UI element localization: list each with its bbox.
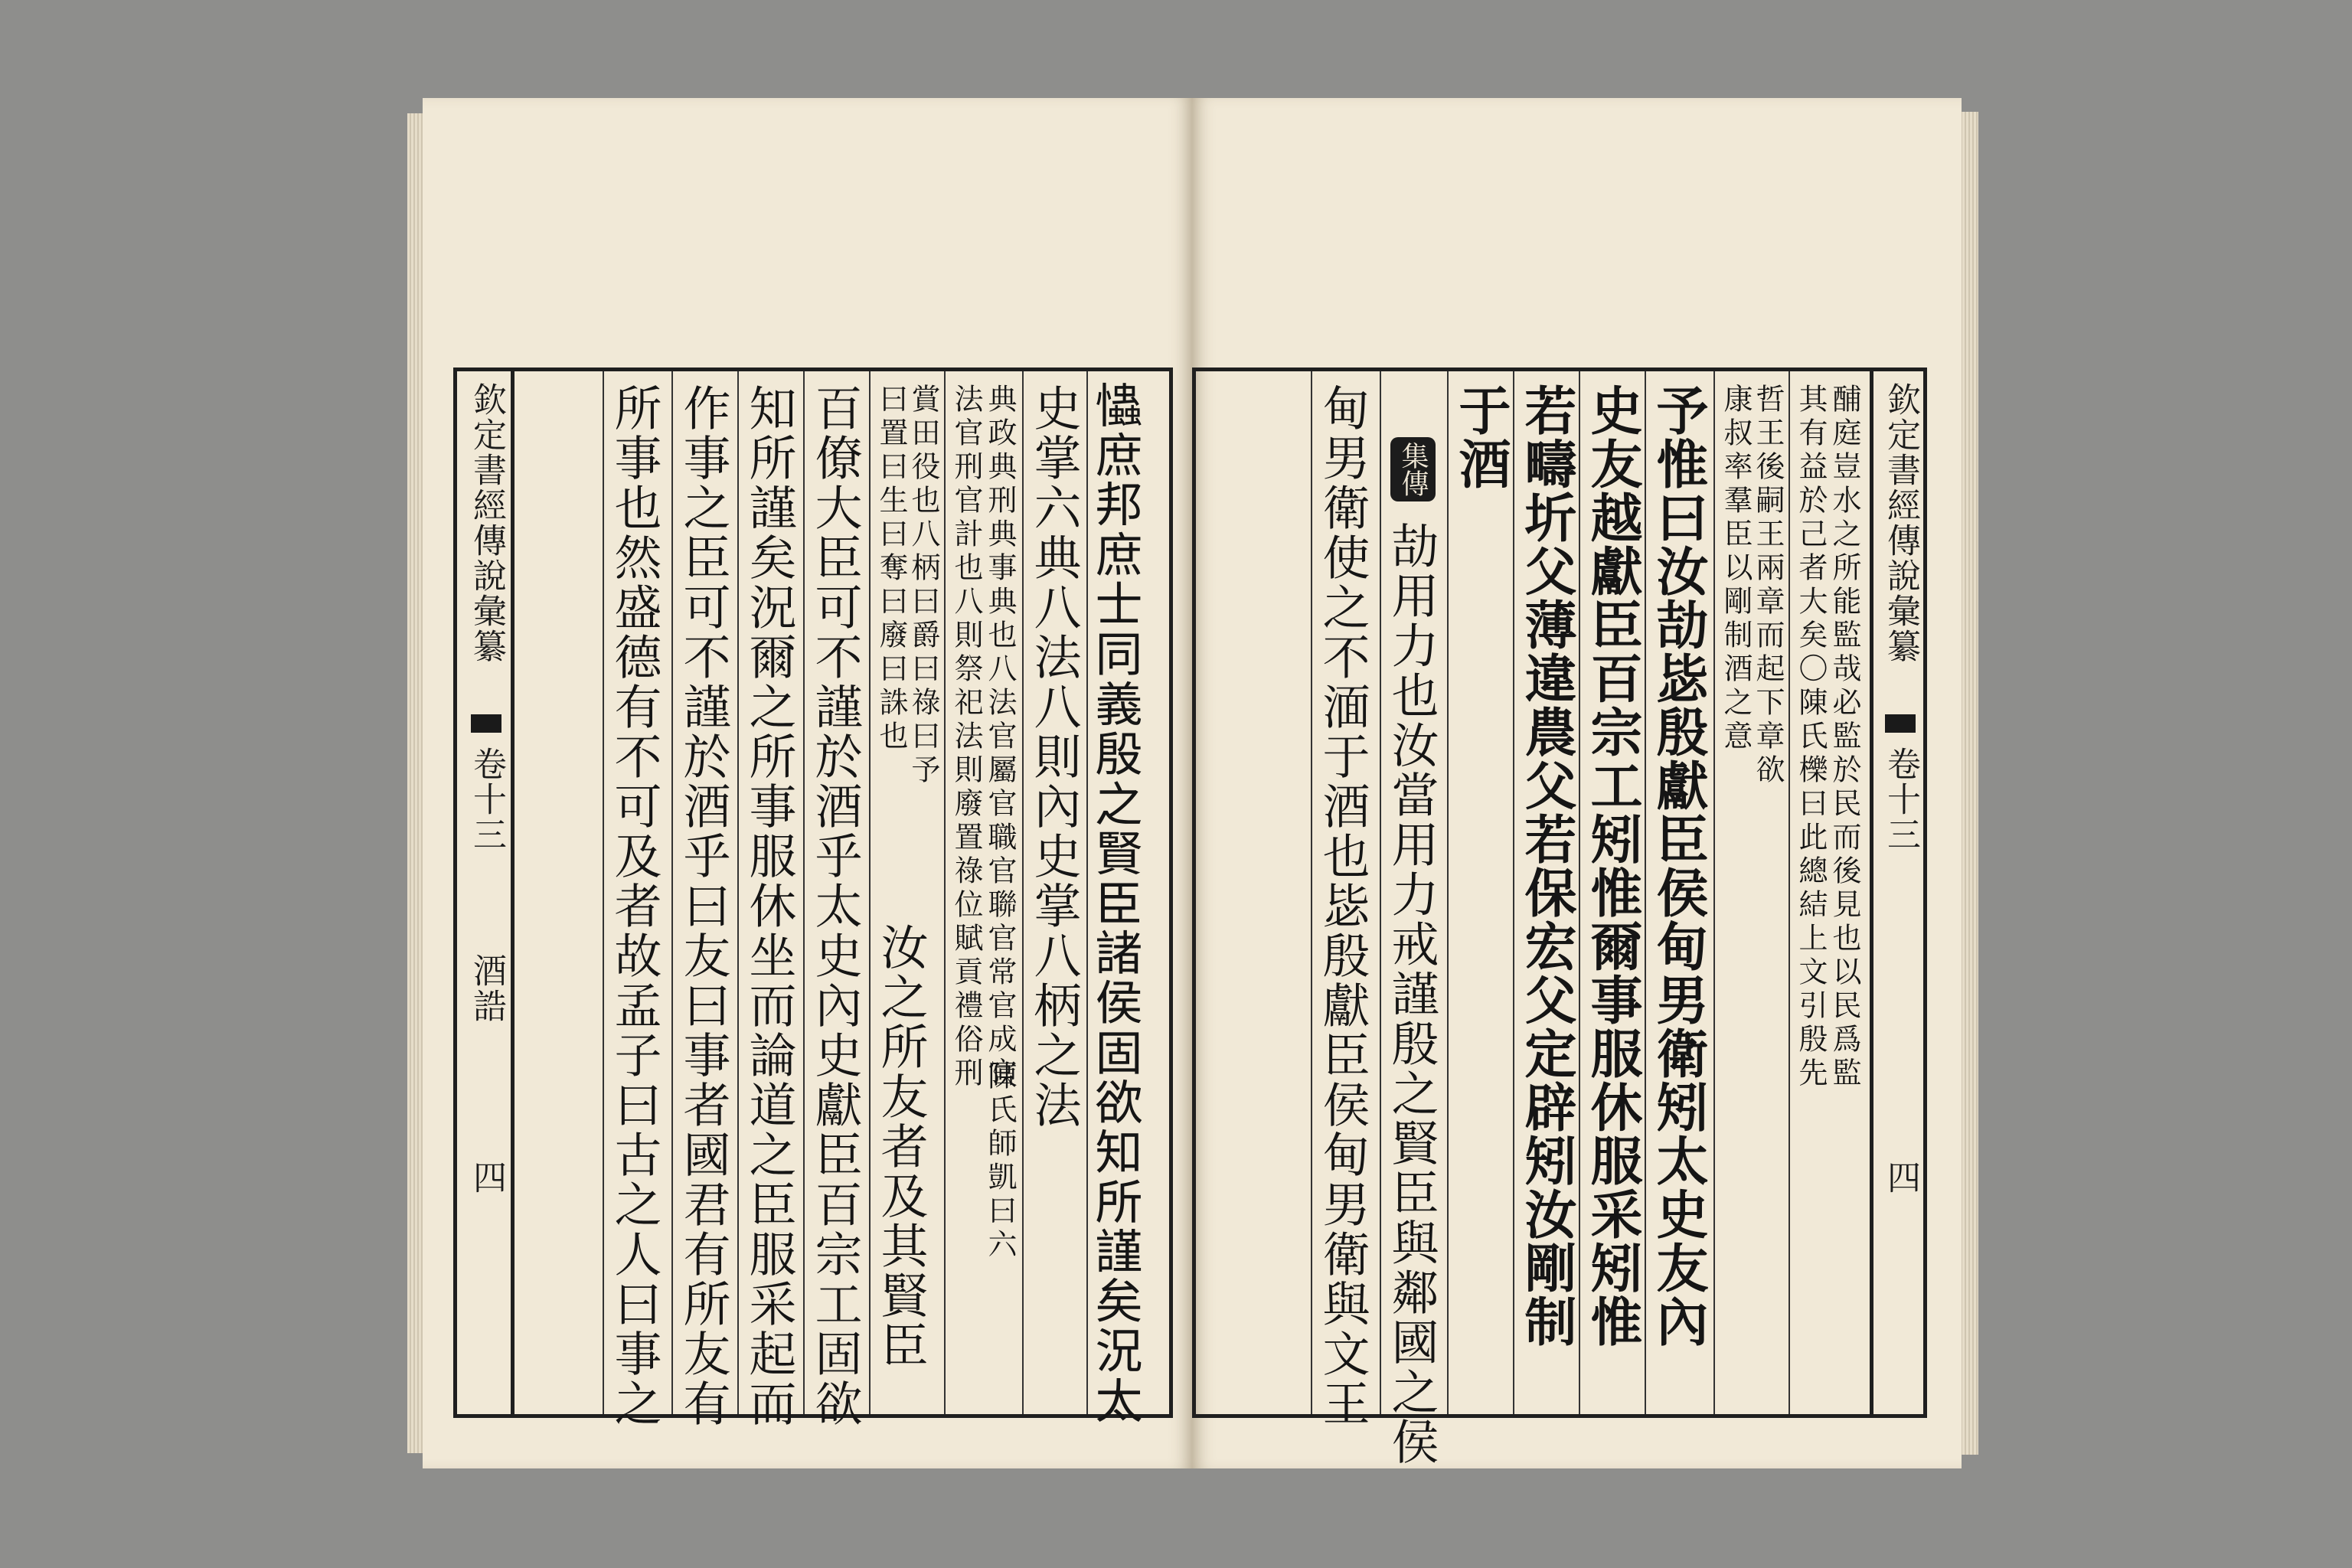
margin-border <box>511 371 514 1414</box>
open-book <box>423 98 1962 1468</box>
text-column-8: 知所謹矣況爾之所事服休坐而論道之臣服采起而 <box>741 384 797 1429</box>
note-column-3: 賞田役也八柄曰爵曰祿曰予 <box>906 384 940 788</box>
jizhuan-column-1: 劼用力也汝當用力戒謹殷之賢臣與鄰國之侯 <box>1383 521 1439 1467</box>
jizhuan-label: 集傳 <box>1390 437 1436 501</box>
note-start: 陳氏師凱曰六 <box>983 1060 1017 1263</box>
margin-chapter: 酒誥 <box>467 953 506 1024</box>
left-page <box>423 98 1192 1468</box>
note-continuation: 汝之所友者及其賢臣 <box>873 923 929 1370</box>
classic-text-column-2: 史友越獻臣百宗工矧惟爾事服休服采矧惟 <box>1582 384 1643 1348</box>
column-rule <box>1311 371 1312 1414</box>
fish-tail-mark <box>1885 714 1916 733</box>
column-rule <box>1086 371 1088 1414</box>
classic-text-column-1: 予惟曰汝劼毖殷獻臣侯甸男衛矧太史友內 <box>1648 384 1709 1348</box>
margin-border <box>1870 371 1873 1414</box>
margin-page-number: 四 <box>1881 1160 1920 1195</box>
column-rule <box>944 371 946 1414</box>
column-rule <box>1447 371 1449 1414</box>
column-rule <box>1380 371 1381 1414</box>
text-column-7: 百僚大臣可不謹於酒乎太史內史獻臣百宗工固欲 <box>807 384 863 1429</box>
fish-tail-mark <box>471 714 501 733</box>
column-rule <box>1713 371 1715 1414</box>
margin-volume: 卷十三 <box>467 746 506 852</box>
margin-title: 欽定書經傳說彙纂 <box>1881 382 1920 664</box>
left-text-frame <box>453 368 1173 1429</box>
column-rule <box>1513 371 1514 1414</box>
note-column-4: 曰置曰生曰奪曰廢曰誅也 <box>874 384 908 754</box>
column-rule <box>671 371 673 1414</box>
commentary-column-4: 康叔率羣臣以剛制酒之意 <box>1719 384 1753 754</box>
column-rule <box>1579 371 1580 1414</box>
right-page <box>1192 98 1962 1468</box>
commentary-column-1: 酺庭豈水之所能監哉必監於民而後見也以民爲監 <box>1828 384 1861 1091</box>
note-column-2: 法官刑官計也八則祭祀法則廢置祿位賦貢禮俗刑 <box>949 384 983 1091</box>
text-column-2: 史掌六典八法八則內史掌八柄之法 <box>1026 384 1082 1130</box>
column-rule <box>1788 371 1790 1414</box>
margin-title: 欽定書經傳說彙纂 <box>467 382 506 664</box>
classic-text-column-4: 于酒 <box>1450 384 1511 491</box>
text-column-9: 作事之臣可不謹於酒乎曰友曰事者國君有所友有 <box>675 384 731 1429</box>
margin-page-number: 四 <box>467 1160 506 1195</box>
text-column-10: 所事也然盛德有不可及者故孟子曰古之人曰事之 <box>606 384 662 1429</box>
commentary-column-3: 哲王後嗣王兩章而起下章欲 <box>1751 384 1785 788</box>
column-rule <box>737 371 739 1414</box>
text-column-1: 𢥞庶邦庶士同義殷之賢臣諸侯固欲知所謹矣況太 <box>1090 384 1146 1429</box>
column-rule <box>1645 371 1646 1414</box>
column-rule <box>869 371 871 1414</box>
classic-text-column-3: 若疇圻父薄違農父若保宏父定辟矧汝剛制 <box>1516 384 1577 1348</box>
jizhuan-tag <box>1390 437 1436 501</box>
right-text-frame <box>1192 368 1927 1467</box>
column-rule <box>803 371 805 1414</box>
column-rule <box>603 371 604 1414</box>
jizhuan-column-2: 甸男衛使之不湎于酒也毖殷獻臣侯甸男衛與文王 <box>1315 384 1370 1429</box>
note-column-1: 典政典刑典事典也八法官屬官職官聯官常官成官 <box>983 384 1017 1091</box>
margin-volume: 卷十三 <box>1881 746 1920 852</box>
commentary-column-2: 其有益於己者大矣〇陳氏櫟曰此總結上文引殷先 <box>1794 384 1828 1091</box>
column-rule <box>1022 371 1024 1414</box>
